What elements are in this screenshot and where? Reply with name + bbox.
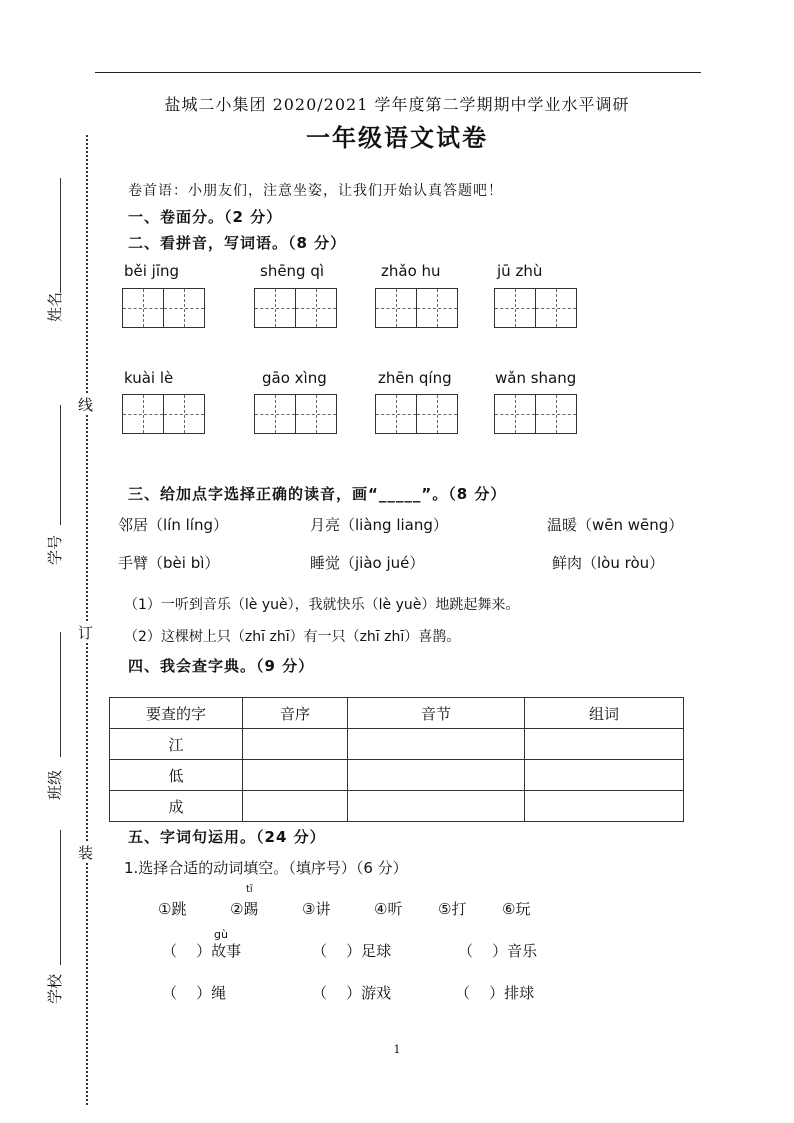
number-label: 学号	[46, 534, 64, 565]
reading-options[interactable]: （lín líng）	[148, 516, 228, 534]
fill-blank[interactable]: （ ）足球	[312, 942, 392, 960]
writing-grid[interactable]	[494, 288, 577, 328]
answer-cell[interactable]	[243, 729, 348, 760]
reading-word: 温暖	[547, 516, 578, 534]
writing-cell[interactable]	[163, 394, 205, 434]
zhuang-mark: 装	[78, 844, 94, 862]
fill-blank[interactable]: （ ）游戏	[312, 984, 392, 1002]
answer-cell[interactable]	[243, 760, 348, 791]
page-number: 1	[393, 1043, 401, 1056]
pinyin-zhaohu: zhǎo hu	[381, 262, 441, 280]
writing-cell[interactable]	[254, 394, 296, 434]
writing-cell[interactable]	[163, 288, 205, 328]
table-header: 组词	[525, 698, 684, 729]
writing-cell[interactable]	[535, 288, 577, 328]
xian-mark: 线	[78, 396, 94, 414]
writing-cell[interactable]	[122, 288, 164, 328]
writing-cell[interactable]	[295, 394, 337, 434]
fill-blank[interactable]: （ ）排球	[455, 984, 535, 1002]
verb-option: ⑤打	[438, 900, 467, 918]
reading-options[interactable]: （wēn wēng）	[577, 516, 684, 534]
section2-title: 二、看拼音，写词语。（8 分）	[128, 234, 347, 252]
pinyin-zhenqing: zhēn qíng	[378, 369, 452, 387]
class-label: 班级	[46, 769, 64, 800]
pinyin-kuaile: kuài lè	[124, 369, 174, 387]
reading-item	[552, 552, 664, 573]
school-header: 盐城二小集团 2020/2021 学年度第二学期期中学业水平调研	[164, 95, 630, 114]
table-header-row	[110, 698, 684, 729]
ding-mark: 订	[78, 624, 94, 642]
dictionary-table	[109, 697, 684, 822]
reading-options[interactable]: （jiào jué）	[340, 554, 425, 572]
reading-item	[310, 552, 424, 573]
reading-options[interactable]: （liàng liang）	[340, 516, 448, 534]
class-underline	[60, 632, 61, 757]
writing-cell[interactable]	[535, 394, 577, 434]
writing-grid[interactable]	[122, 288, 205, 328]
writing-grid[interactable]	[494, 394, 577, 434]
section5-title: 五、字词句运用。（24 分）	[128, 828, 326, 846]
fill-blank[interactable]: （ ）音乐	[458, 942, 538, 960]
table-header: 音序	[243, 698, 348, 729]
table-cell: 低	[110, 760, 243, 791]
verb-option: ③讲	[302, 900, 331, 918]
answer-cell[interactable]	[525, 760, 684, 791]
answer-cell[interactable]	[525, 791, 684, 822]
table-row	[110, 760, 684, 791]
reading-word: 邻居	[118, 516, 149, 534]
verb-option: ④听	[374, 900, 403, 918]
writing-cell[interactable]	[494, 288, 536, 328]
answer-cell[interactable]	[348, 760, 525, 791]
reading-word: 手臂	[118, 554, 149, 572]
reading-word: 睡觉	[310, 554, 341, 572]
pinyin-wanshang: wǎn shang	[495, 369, 577, 387]
question-1: 1.选择合适的动词填空。（填序号）（6 分）	[124, 859, 408, 877]
verb-option: ②踢	[230, 900, 259, 918]
reading-item	[547, 514, 683, 535]
writing-grid[interactable]	[122, 394, 205, 434]
writing-cell[interactable]	[375, 394, 417, 434]
school-label: 学校	[46, 973, 64, 1004]
section1-title: 一、卷面分。（2 分）	[128, 208, 283, 226]
answer-cell[interactable]	[348, 729, 525, 760]
answer-cell[interactable]	[348, 791, 525, 822]
writing-grid[interactable]	[254, 288, 337, 328]
verb-option: ①跳	[158, 900, 187, 918]
pinyin-gaoxing: gāo xìng	[262, 369, 327, 387]
number-underline	[60, 405, 61, 525]
sentence-2: （2）这棵树上只（zhī zhī）有一只（zhī zhī）喜鹊。	[124, 629, 461, 645]
page-title: 一年级语文试卷	[306, 123, 488, 152]
reading-options[interactable]: （bèi bì）	[148, 554, 220, 572]
header-rule	[95, 72, 701, 73]
writing-grid[interactable]	[254, 394, 337, 434]
answer-cell[interactable]	[243, 791, 348, 822]
writing-grid[interactable]	[375, 394, 458, 434]
table-header: 音节	[348, 698, 525, 729]
writing-cell[interactable]	[122, 394, 164, 434]
name-label: 姓名	[46, 291, 64, 322]
table-row	[110, 791, 684, 822]
sentence-1: （1）一听到音乐（lè yuè），我就快乐（lè yuè）地跳起舞来。	[124, 597, 520, 613]
reading-item	[118, 514, 228, 535]
writing-cell[interactable]	[295, 288, 337, 328]
reading-item	[118, 552, 219, 573]
gu-pinyin: gù	[214, 928, 228, 941]
fill-blank[interactable]: （ ）故事	[162, 942, 242, 960]
section4-title: 四、我会查字典。（9 分）	[128, 657, 315, 675]
fill-blank[interactable]: （ ）绳	[162, 984, 227, 1002]
section3-title: 三、给加点字选择正确的读音，画“_____”。（8 分）	[128, 485, 507, 503]
table-cell: 江	[110, 729, 243, 760]
school-underline	[60, 830, 61, 965]
pinyin-beijing: běi jīng	[124, 262, 180, 280]
writing-grid[interactable]	[375, 288, 458, 328]
writing-cell[interactable]	[416, 394, 458, 434]
binding-dotted-line	[86, 135, 88, 1105]
reading-item	[310, 514, 448, 535]
reading-options[interactable]: （lòu ròu）	[582, 554, 665, 572]
table-row	[110, 729, 684, 760]
reading-word: 鲜肉	[552, 554, 583, 572]
table-header: 要查的字	[110, 698, 243, 729]
answer-cell[interactable]	[525, 729, 684, 760]
pinyin-shengqi: shēng qì	[260, 262, 325, 280]
table-cell: 成	[110, 791, 243, 822]
name-underline	[60, 178, 61, 293]
writing-cell[interactable]	[375, 288, 417, 328]
verb-option: ⑥玩	[502, 900, 531, 918]
writing-cell[interactable]	[416, 288, 458, 328]
intro-text: 卷首语：小朋友们，注意坐姿，让我们开始认真答题吧！	[128, 183, 503, 199]
pinyin-juzhu: jū zhù	[497, 262, 543, 280]
writing-cell[interactable]	[254, 288, 296, 328]
writing-cell[interactable]	[494, 394, 536, 434]
reading-word: 月亮	[310, 516, 341, 534]
ti-pinyin: tī	[246, 884, 253, 895]
